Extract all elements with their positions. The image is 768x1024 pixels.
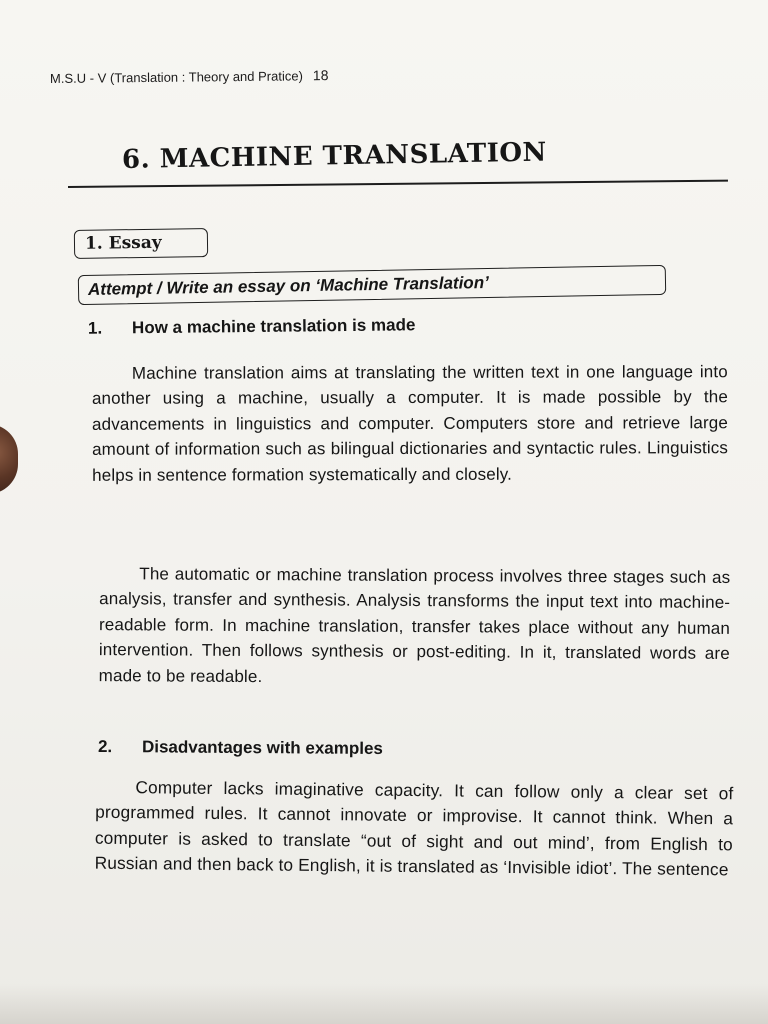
title-underline bbox=[68, 180, 728, 188]
section-title: Disadvantages with examples bbox=[141, 737, 384, 758]
running-head bbox=[50, 67, 329, 86]
paragraph: Machine translation aims at translating the written text in one language into another using a machine, usually a computer. It is made possible by the advancements in linguistics and computer. Computers store and retrieve large amount of information such as bilingual dictionaries and syntactic rules. Linguistics helps in sentence formation systematically and closely. bbox=[91, 362, 729, 485]
paragraph: Computer lacks imaginative capacity. It can follow only a clear set of programmed rules. It cannot innovate or improvise. It cannot think. When a computer is asked to translate “out of sight and out mind’, from English to Russian and then back to English, it is translated as ‘Invisible idiot’. The sentence bbox=[94, 777, 734, 880]
section-number: 1. bbox=[87, 318, 103, 338]
page-number: 18 bbox=[312, 67, 329, 84]
paragraph: The automatic or machine translation process involves three stages such as analysis, transfer and synthesis. Analysis transforms the input text into machine-readable form. In machine translation, transfer takes place without any human intervention. Then follows synthesis or post-editing. In it, translated words are made to be readable. bbox=[98, 564, 731, 686]
section-heading bbox=[88, 315, 416, 338]
section-heading bbox=[98, 737, 383, 759]
attempt-prompt-box: Attempt / Write an essay on ‘Machine Translation’ bbox=[78, 265, 666, 305]
section-title: How a machine translation is made bbox=[131, 315, 416, 338]
section-number: 2. bbox=[97, 737, 113, 757]
essay-label-box: 1. Essay bbox=[74, 228, 208, 259]
running-head-text: M.S.U - V (Translation : Theory and Pratice) bbox=[49, 68, 303, 86]
chapter-title: 6. MACHINE TRANSLATION bbox=[121, 137, 548, 175]
thumb bbox=[0, 424, 18, 494]
